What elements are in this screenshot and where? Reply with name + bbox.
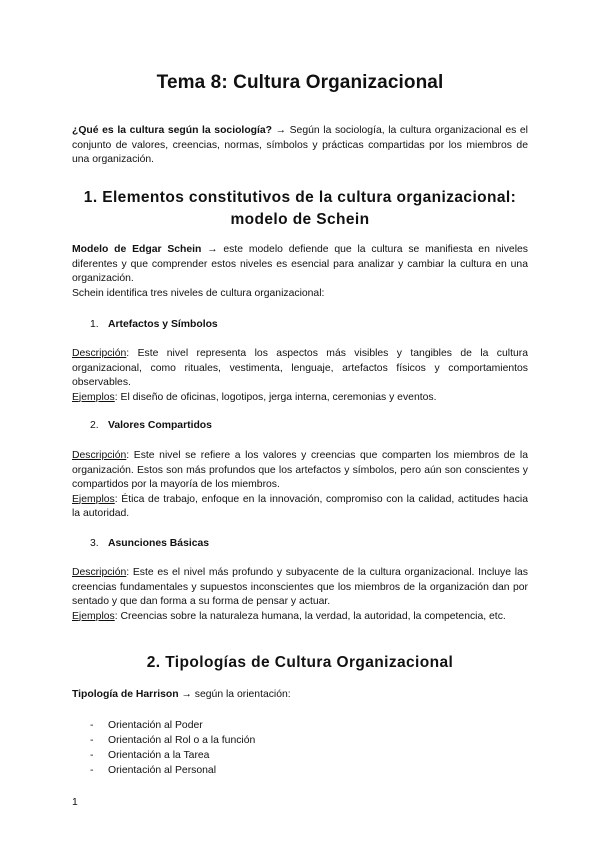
intro-text: Según la sociología, la cultura organizacional es el conjunto de valores, creencias, normas, símbolos y prácticas compartidas por los miembros de una organización. xyxy=(72,125,528,166)
level-name: Valores Compartidos xyxy=(108,420,212,431)
section-heading-1-line1: 1. Elementos constitutivos de la cultura organizacional: xyxy=(83,189,517,206)
list-item: - Orientación al Rol o a la función xyxy=(90,735,256,746)
harrison-arrow: → xyxy=(178,689,195,700)
examples-label: Ejemplos xyxy=(72,391,115,403)
model-label: Modelo de Edgar Schein xyxy=(72,244,202,255)
level-2-body xyxy=(72,449,528,522)
section-heading-1 xyxy=(72,187,528,231)
examples-text: : Creencias sobre la naturaleza humana, la verdad, la autoridad, la competencia, etc. xyxy=(114,610,506,622)
section-heading-2: 2. Tipologías de Cultura Organizacional xyxy=(146,654,454,671)
harrison-label: Tipología de Harrison xyxy=(72,689,179,700)
list-item: - Orientación al Poder xyxy=(90,720,203,731)
model-arrow: → xyxy=(201,244,224,255)
description-label: Descripción xyxy=(72,348,127,359)
examples-label: Ejemplos xyxy=(72,493,115,505)
examples-label: Ejemplos xyxy=(72,610,115,622)
description-text: : Este nivel representa los aspectos más visibles y tangibles de la cultura organizacional, como rituales, vestimenta, lenguaje, artefactos físicos y comportamientos observables. xyxy=(72,348,528,389)
page-title: Tema 8: Cultura Organizacional xyxy=(156,72,444,93)
description-label: Descripción xyxy=(72,450,127,461)
intro-question: ¿Qué es la cultura según la sociología? xyxy=(72,125,273,136)
model-text: este modelo defiende que la cultura se manifiesta en niveles diferentes y que comprender estos niveles es esencial para analizar y cambiar la cultura en una organización. xyxy=(72,244,528,285)
section-heading-1-line2: modelo de Schein xyxy=(230,211,370,228)
harrison-paragraph xyxy=(72,688,528,703)
page-number: 1 xyxy=(72,797,78,808)
levels-intro: Schein identifica tres niveles de cultura organizacional: xyxy=(72,287,325,299)
schein-model-paragraph xyxy=(72,243,528,301)
description-text: : Este es el nivel más profundo y subyacente de la cultura organizacional. Incluye las creencias fundamentales y supuestos inconscientes que los miembros de la organización dan por sentado y que dan forma a su forma de pensar y actuar. xyxy=(72,567,528,608)
level-name: Asunciones Básicas xyxy=(108,538,210,549)
list-item: - Orientación a la Tarea xyxy=(90,750,210,761)
description-label: Descripción xyxy=(72,567,127,578)
level-number: 1. xyxy=(90,319,99,330)
level-3-body xyxy=(72,566,528,624)
level-heading-2 xyxy=(90,419,212,433)
description-text: : Este nivel se refiere a los valores y creencias que comparten los miembros de la organización. Estos son más profundos que los artefactos y símbolos, pero aún son conscientes y compartidos por la mayoría de los miembros. xyxy=(72,450,528,491)
level-number: 2. xyxy=(90,420,99,431)
intro-paragraph xyxy=(72,124,528,168)
examples-text: : El diseño de oficinas, logotipos, jerga interna, ceremonias y eventos. xyxy=(114,391,437,403)
level-heading-1 xyxy=(90,318,218,332)
level-heading-3 xyxy=(90,537,209,551)
harrison-list xyxy=(90,718,510,778)
harrison-text: según la orientación: xyxy=(194,689,291,700)
intro-arrow: → xyxy=(272,125,290,136)
level-name: Artefactos y Símbolos xyxy=(108,319,218,330)
examples-text: : Ética de trabajo, enfoque en la innovación, compromiso con la calidad, actitudes hacia la autoridad. xyxy=(72,493,528,520)
list-item: - Orientación al Personal xyxy=(90,765,217,776)
level-1-body xyxy=(72,347,528,405)
level-number: 3. xyxy=(90,538,99,549)
